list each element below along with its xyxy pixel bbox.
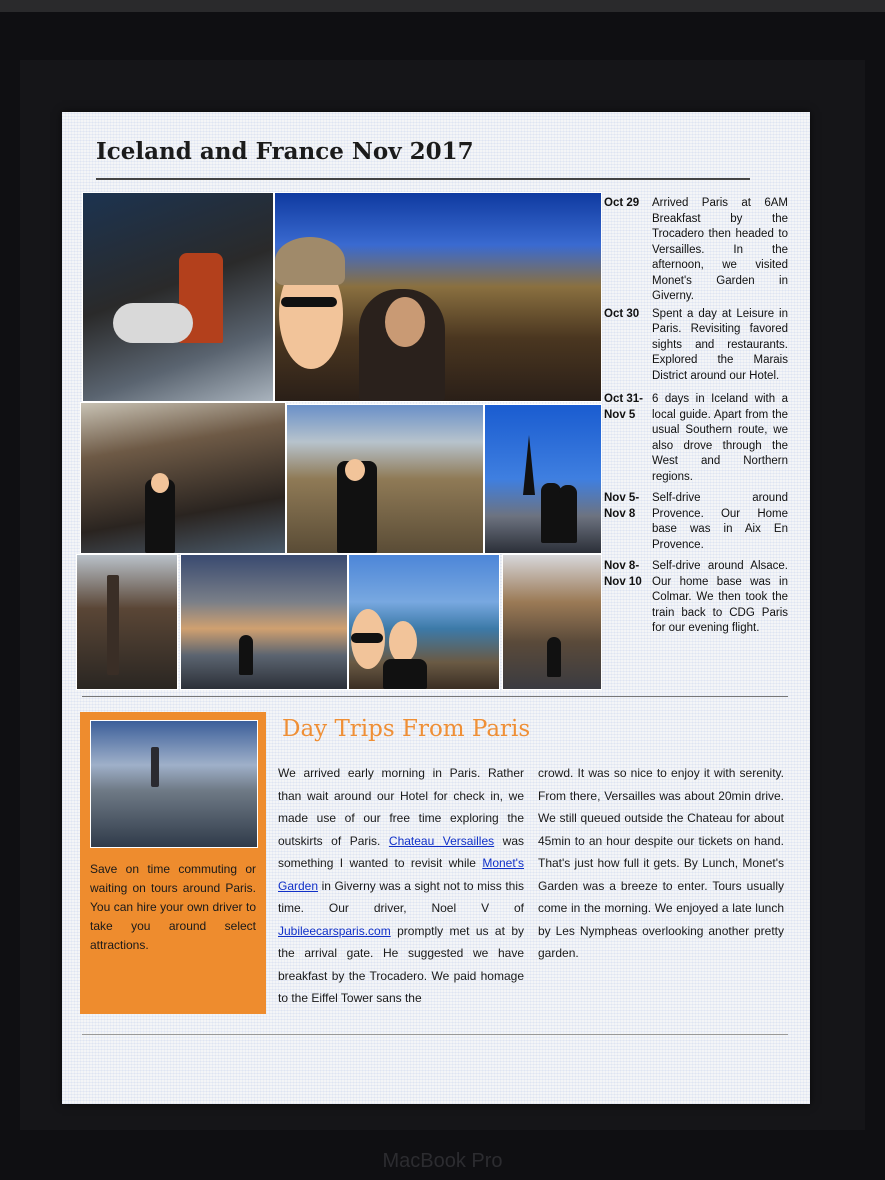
photo-harbor: [180, 554, 348, 690]
title-divider: [96, 178, 750, 180]
sidebar-photo-versailles: [90, 720, 258, 848]
section-heading: Day Trips From Paris: [282, 716, 531, 742]
itinerary-date: Nov 8- Nov 10: [604, 560, 642, 588]
photo-snowmobile: [82, 192, 274, 402]
photo-cliff-village: [502, 554, 602, 690]
photo-eiffel-tower: [484, 404, 602, 554]
laptop-label: MacBook Pro: [382, 1150, 503, 1172]
itinerary-date: Nov 5- Nov 8: [604, 492, 640, 520]
link-monets-garden[interactable]: Monet's Garden: [278, 856, 524, 893]
bottom-divider: [82, 1034, 788, 1035]
itinerary-text: Self-drive around Provence. Our Home base was in Aix En Provence.: [652, 492, 788, 551]
itinerary-row: [604, 196, 788, 305]
tip-sidebar: [80, 712, 266, 1014]
article-column-2: [538, 762, 784, 965]
itinerary-date: Oct 30: [604, 307, 640, 320]
itinerary-row: [604, 559, 788, 637]
section-divider: [82, 696, 788, 697]
itinerary-row: [604, 491, 788, 553]
photo-alsace-square: [76, 554, 178, 690]
photo-couple-selfie: [274, 192, 602, 402]
photo-provence-lake: [286, 404, 484, 554]
itinerary-list: [604, 196, 788, 639]
newsletter-page: [62, 112, 810, 1104]
article-text: was something I wanted to revisit while: [278, 833, 525, 870]
itinerary-text: Spent a day at Leisure in Paris. Revisiting favored sights and restaurants. Explored the Marais District around our Hotel.: [652, 307, 788, 382]
itinerary-text: 6 days in Iceland with a local guide. Apart from the usual Southern route, we also drove through the West and Northern regions.: [652, 393, 788, 483]
itinerary-row: [604, 307, 788, 385]
article-column-1: [278, 762, 524, 1010]
page-title: Iceland and France Nov 2017: [96, 138, 474, 165]
link-jubileecarsparis[interactable]: Jubileecarsparis.com: [278, 923, 391, 938]
article-text: We arrived early morning in Paris. Rather than wait around our Hotel for check in, we made use of our free time exploring the outskirts of Paris.: [278, 766, 524, 848]
itinerary-row: [604, 392, 788, 485]
itinerary-text: Arrived Paris at 6AM Breakfast by the Trocadero then headed to Versailles. In the afternoon, we visited Monet's Garden in Giverny.: [652, 197, 788, 302]
photo-colmar-canal: [80, 402, 286, 554]
article-text: crowd. It was so nice to enjoy it with serenity. From there, Versailles was about 20min drive. We still queued outside the Chateau for about 45min to an hour despite our tickets on hand. That's just how full it gets. By Lunch, Monet's Garden was a breeze to enter. Tours usually come in the morning. We enjoyed a late lunch by Les Nympheas overlooking another pretty garden.: [538, 766, 784, 960]
photo-gorge-selfie: [348, 554, 500, 690]
itinerary-date: Oct 29: [604, 197, 640, 209]
article-text: promptly met us at by the arrival gate. He suggested we have breakfast by the Trocadero. We paid homage to the Eiffel Tower sans the: [278, 923, 524, 1005]
article-text: in Giverny was a sight not to miss this time. Our driver, Noel V of: [278, 878, 524, 915]
itinerary-text: Self-drive around Alsace. Our home base was in Colmar. We then took the train back to CDG Paris for our evening flight.: [652, 560, 788, 634]
laptop-bezel: [0, 0, 885, 12]
link-chateau-versailles[interactable]: Chateau Versailles: [388, 833, 495, 848]
itinerary-date: Oct 31- Nov 5: [604, 393, 643, 421]
sidebar-text: Save on time commuting or waiting on tours around Paris. You can hire your own driver to take you around select attractions.: [90, 862, 256, 952]
